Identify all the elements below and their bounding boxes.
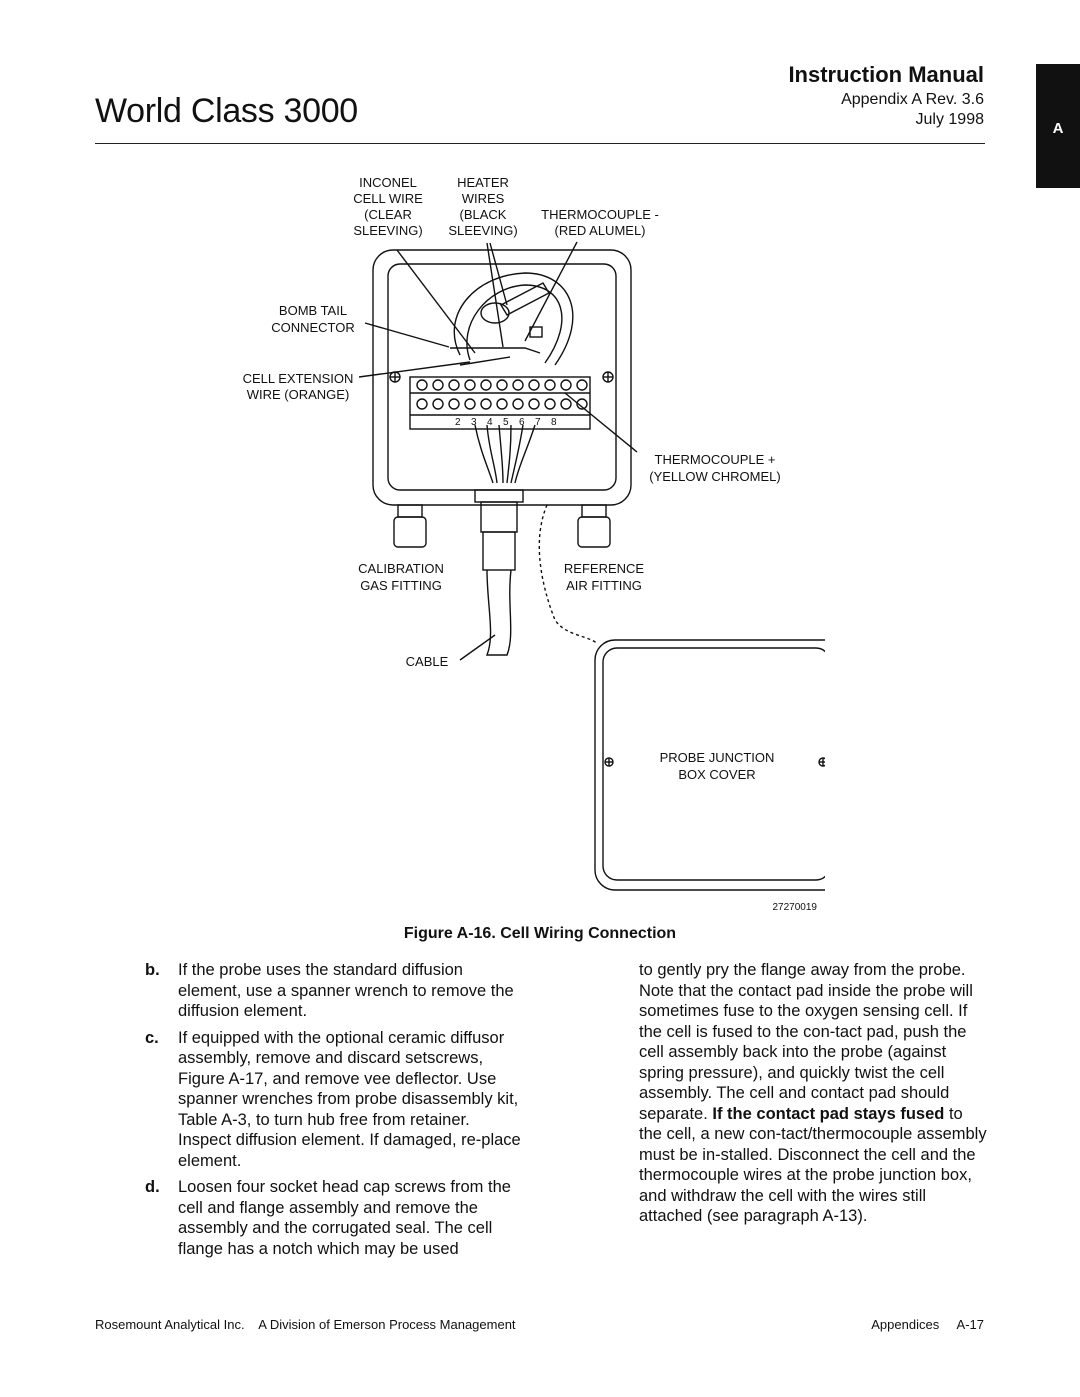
label-thermocouple-plus-2: (YELLOW CHROMEL)	[649, 469, 781, 484]
list-marker: d.	[145, 1178, 160, 1196]
calibration-gas-fitting	[394, 505, 426, 547]
probe-junction-box-cover-outer	[595, 640, 825, 890]
label-inconel: INCONEL	[359, 175, 417, 190]
cable-gland	[475, 490, 523, 502]
label-reference-2: AIR FITTING	[566, 578, 642, 593]
label-cover-2: BOX COVER	[678, 767, 756, 782]
label-thermocouple-plus: THERMOCOUPLE +	[654, 452, 776, 467]
label-calibration: CALIBRATION	[358, 561, 444, 576]
terminal-number: 5	[503, 417, 509, 428]
label-inconel-2: CELL WIRE	[353, 191, 423, 206]
terminal-screws	[417, 380, 587, 409]
document-title: World Class 3000	[95, 92, 358, 130]
list-item-text: If the probe uses the standard diffusion element, use a spanner wrench to remove the diffusion element.	[178, 961, 514, 1020]
wire-bundle	[475, 425, 535, 483]
label-cover: PROBE JUNCTION	[659, 750, 775, 765]
terminal-number: 4	[487, 417, 493, 428]
footer-page: Appendices A-17	[871, 1317, 984, 1332]
list-item-text: Loosen four socket head cap screws from the cell and flange assembly and remove the assembly and the corrugated seal. The cell flange has a notch which may be used	[178, 1178, 511, 1258]
label-heater-3: (BLACK	[459, 207, 507, 222]
manual-title: Instruction Manual	[788, 62, 984, 87]
terminal-number: 6	[519, 417, 525, 428]
label-cell-extension-2: WIRE (ORANGE)	[246, 387, 350, 402]
figure-number: 27270019	[772, 902, 817, 913]
revision-date: July 1998	[915, 111, 984, 128]
label-heater-4: SLEEVING)	[448, 223, 518, 238]
section-tab-letter: A	[1052, 120, 1064, 137]
label-thermocouple-minus: THERMOCOUPLE -	[541, 207, 659, 222]
terminal-number: 7	[535, 417, 541, 428]
right-text-1: to gently pry the flange away from the probe. Note that the contact pad inside the probe will sometimes fuse to the oxygen sensing cell. If the cell is fused to the con-tact pad, push the cell assembly back into the probe (against spring pressure), and quickly twist the cell assembly. The cell and contact pad should separate.	[639, 961, 973, 1123]
reference-air-fitting	[578, 505, 610, 547]
list-item	[145, 960, 525, 1022]
list-item	[145, 1028, 525, 1172]
right-text-bold: If the contact pad stays fused	[712, 1104, 945, 1123]
bomb-tail-connector	[481, 303, 509, 323]
terminal-strip	[410, 377, 590, 429]
left-column	[145, 960, 525, 1265]
header-divider	[95, 143, 985, 144]
label-heater-2: WIRES	[461, 191, 505, 206]
label-inconel-3: (CLEAR	[364, 207, 412, 222]
terminal-numbers	[455, 417, 557, 428]
list-item-text: If equipped with the optional ceramic diffusor assembly, remove and discard setscrews, Figure A-17, and remove vee deflector. Use spanner wrenches from probe disassembly kit, Table A-3, to turn hub free from retainer. Inspect diffusion element. If damaged, re-place element.	[178, 1028, 521, 1170]
label-cell-extension: CELL EXTENSION	[242, 371, 354, 386]
label-heater: HEATER	[457, 175, 509, 190]
footer-company: Rosemount Analytical Inc. A Division of Emerson Process Management	[95, 1317, 516, 1332]
appendix-revision: Appendix A Rev. 3.6	[841, 91, 984, 108]
terminal-number: 2	[455, 417, 461, 428]
terminal-number: 3	[471, 417, 477, 428]
label-bomb-tail-2: CONNECTOR	[271, 320, 355, 335]
right-text-2: to the cell, a new con-tact/thermocouple assembly must be in-stalled. Disconnect the cell and the thermocouple wires at the probe junction box, and withdraw the cell with the wires still attached (see paragraph A-13).	[639, 1104, 987, 1225]
label-cable: CABLE	[405, 654, 449, 669]
right-column	[639, 960, 989, 1227]
label-inconel-4: SLEEVING)	[353, 223, 423, 238]
label-bomb-tail: BOMB TAIL	[278, 303, 348, 318]
label-calibration-2: GAS FITTING	[360, 578, 442, 593]
label-thermocouple-minus-2: (RED ALUMEL)	[554, 223, 646, 238]
cable	[487, 570, 511, 655]
list-marker: b.	[145, 961, 160, 979]
list-item	[145, 1177, 525, 1259]
terminal-number: 8	[551, 417, 557, 428]
figure-caption: Figure A-16. Cell Wiring Connection	[403, 925, 677, 942]
cell-wiring-diagram	[225, 165, 825, 915]
section-tab	[1036, 64, 1080, 188]
list-marker: c.	[145, 1028, 159, 1047]
label-reference: REFERENCE	[563, 561, 645, 576]
